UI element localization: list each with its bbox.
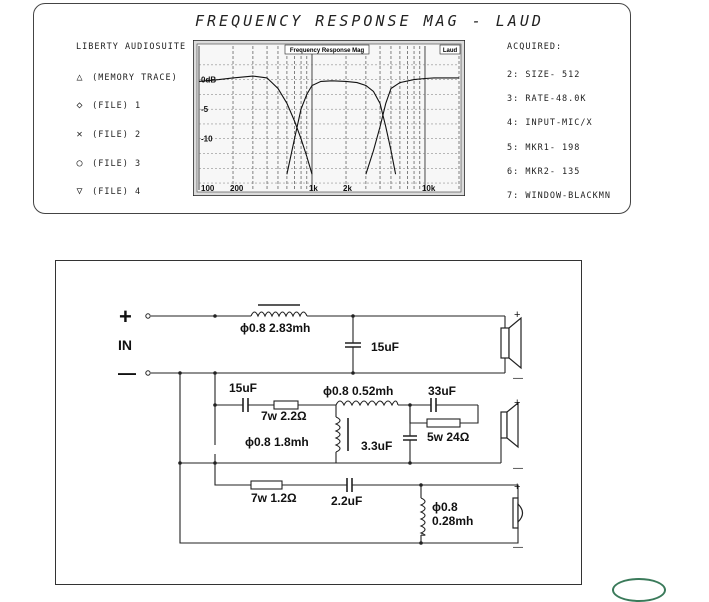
capacitor-c4-label: 3.3uF <box>361 439 393 453</box>
capacitor-c5 <box>347 478 352 492</box>
acquired-size: 2: SIZE- 512 <box>507 70 581 80</box>
midrange-speaker-icon <box>501 403 518 447</box>
resistor-r3-label: 7w 1.2Ω <box>251 491 297 505</box>
cross-icon: ✕ <box>76 129 84 140</box>
legend-file-2[interactable] <box>74 129 141 140</box>
junction-dot <box>408 461 412 465</box>
frequency-response-chart <box>193 40 465 196</box>
legend-file-4[interactable] <box>74 186 141 197</box>
input-label: IN <box>118 337 132 353</box>
resistor-r3 <box>251 481 282 489</box>
legend-label: (MEMORY TRACE) <box>92 73 178 83</box>
junction-dot <box>213 403 217 407</box>
resistor-r2 <box>427 419 460 427</box>
inductor-l4-label: ϕ0.8 <box>432 500 458 514</box>
y-tick-label: -5 <box>201 105 209 115</box>
capacitor-c4 <box>403 436 417 440</box>
terminal-plus <box>146 314 150 318</box>
junction-dot <box>351 371 355 375</box>
midrange-plus-label: + <box>514 397 521 409</box>
tweeter-plus-label: + <box>514 481 521 493</box>
junction-dot <box>178 461 182 465</box>
tweeter-speaker-icon <box>513 498 523 528</box>
terminal-minus <box>146 371 150 375</box>
capacitor-c2 <box>243 398 248 412</box>
acquired-marker-1: 5: MKR1- 198 <box>507 143 581 153</box>
inductor-l3-label: ϕ0.8 1.8mh <box>245 435 309 449</box>
capacitor-c1 <box>345 343 361 347</box>
woofer-plus-label: + <box>514 309 521 321</box>
chart-badge: Laud <box>442 48 458 54</box>
legend-file-1[interactable] <box>74 100 141 111</box>
junction-dot <box>419 483 423 487</box>
analyzer-title: FREQUENCY RESPONSE MAG - LAUD <box>195 12 544 30</box>
watermark-logo <box>612 578 666 602</box>
junction-dot <box>213 461 217 465</box>
app-name: LIBERTY AUDIOSUITE <box>76 42 187 52</box>
diamond-icon: ◇ <box>76 100 84 111</box>
junction-dot <box>213 371 217 375</box>
capacitor-c3-label: 33uF <box>428 384 457 398</box>
inductor-l4-value-label: 0.28mh <box>432 514 474 528</box>
x-tick-label: 2k <box>343 184 352 193</box>
legend-label: (FILE) 3 <box>92 159 142 169</box>
x-tick-label: 10k <box>421 184 436 193</box>
acquired-window: 7: WINDOW-BLACKMN <box>507 191 611 201</box>
junction-dot <box>178 371 182 375</box>
woofer-minus-label: — <box>513 373 523 384</box>
inductor-l1-label: ϕ0.8 2.83mh <box>240 321 311 335</box>
x-tick-label: 200 <box>230 184 244 193</box>
legend-label: (FILE) 4 <box>92 187 142 197</box>
junction-dot <box>419 541 423 545</box>
resistor-r2-label: 5w 24Ω <box>427 430 470 444</box>
capacitor-c1-label: 15uF <box>371 340 400 354</box>
capacitor-c3 <box>431 398 436 412</box>
acquired-marker-2: 6: MKR2- 135 <box>507 167 581 177</box>
chart-plot-area <box>197 44 461 192</box>
triangle-down-icon: ▽ <box>76 186 84 197</box>
chart-title: Frequency Response Mag <box>289 48 365 54</box>
legend-label: (FILE) 1 <box>92 101 142 111</box>
acquired-rate: 3: RATE-48.0K <box>507 94 587 104</box>
junction-dot <box>351 314 355 318</box>
legend-memory-trace[interactable] <box>74 72 178 83</box>
inductor-l3 <box>336 417 348 452</box>
legend-label: (FILE) 2 <box>92 130 142 140</box>
triangle-up-icon: △ <box>76 72 84 83</box>
crossover-schematic <box>55 260 583 586</box>
inductor-l4 <box>421 498 425 535</box>
junction-dot <box>213 314 217 318</box>
capacitor-c2-label: 15uF <box>229 381 258 395</box>
input-minus-label: — <box>118 363 136 383</box>
midrange-minus-label: — <box>513 463 523 474</box>
circle-icon: ○ <box>76 158 84 169</box>
resistor-r1-label: 7w 2.2Ω <box>261 409 307 423</box>
resistor-r1 <box>274 401 298 409</box>
inductor-l1 <box>251 305 307 316</box>
y-tick-label: -10 <box>201 134 213 144</box>
capacitor-c5-label: 2.2uF <box>331 494 363 508</box>
acquired-title: ACQUIRED: <box>507 42 563 52</box>
inductor-l2-label: ϕ0.8 0.52mh <box>323 384 394 398</box>
input-plus-label: + <box>119 304 132 329</box>
woofer-speaker-icon <box>501 318 521 368</box>
y-tick-label: 0dB <box>201 75 217 85</box>
inductor-l2 <box>336 401 398 405</box>
x-tick-label: 100 <box>201 184 215 193</box>
junction-dot <box>408 403 412 407</box>
x-tick-label: 1k <box>308 184 318 193</box>
tweeter-minus-label: — <box>513 542 523 553</box>
legend-file-3[interactable] <box>74 158 141 169</box>
acquired-input: 4: INPUT-MIC/X <box>507 118 593 128</box>
